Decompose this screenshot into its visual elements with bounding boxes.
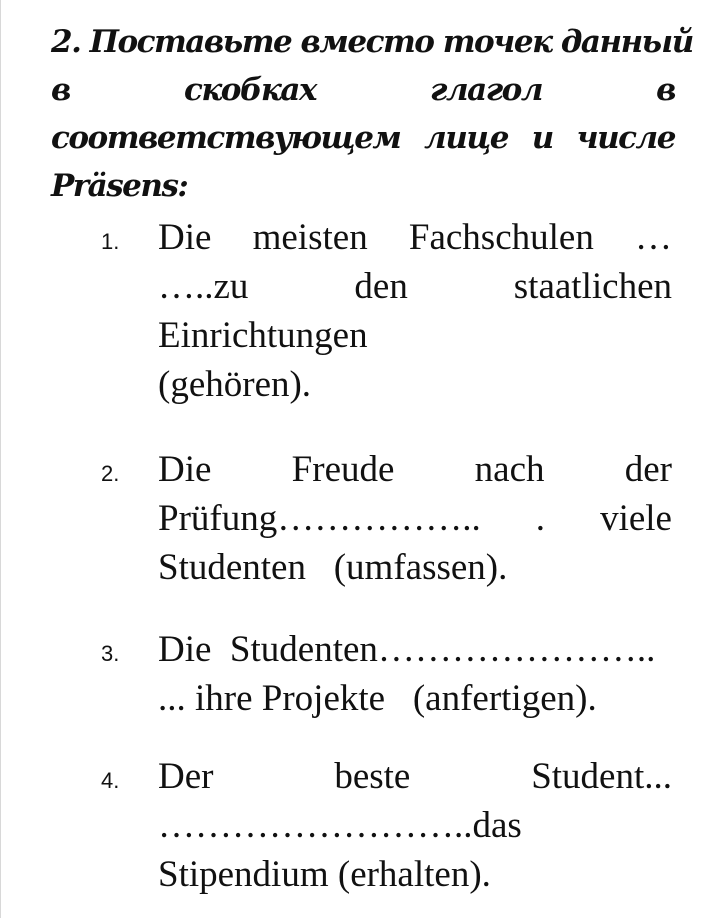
item-line: ……………………..das	[158, 805, 522, 846]
word: Student...	[531, 756, 672, 797]
item-line	[158, 494, 672, 543]
item-number: 2.	[101, 461, 120, 486]
word: Freude	[291, 449, 395, 490]
heading-word: числе	[576, 120, 675, 156]
word: .	[535, 498, 546, 539]
word: …	[635, 217, 672, 258]
item-number: 1.	[101, 229, 120, 254]
word: Der	[158, 756, 214, 797]
heading-line-2	[51, 66, 675, 114]
word: Fachschulen	[408, 217, 594, 258]
heading-line-1: 2. Поставьте вместо точек данный	[51, 24, 693, 60]
word: nach	[474, 449, 545, 490]
word: den	[354, 266, 408, 307]
word: beste	[334, 756, 411, 797]
heading-word: глагол	[430, 72, 543, 108]
exercise-heading	[51, 18, 693, 210]
item-line: Einrichtungen	[158, 315, 368, 356]
heading-word: скобках	[183, 72, 316, 108]
item-line: Studenten (umfassen).	[158, 547, 508, 588]
item-number: 4.	[101, 768, 120, 793]
item-line: ... ihre Projekte (anfertigen).	[158, 678, 597, 719]
heading-word: соответствующем	[51, 120, 401, 156]
heading-word: и	[531, 120, 553, 156]
heading-word: лице	[424, 120, 508, 156]
item-line: Stipendium (erhalten).	[158, 854, 491, 895]
item-line	[158, 752, 672, 801]
word: staatlichen	[513, 266, 672, 307]
word: viele	[600, 498, 672, 539]
item-line	[158, 213, 672, 262]
item-text	[158, 752, 672, 899]
word: Die	[158, 449, 212, 490]
item-number: 3.	[101, 641, 120, 666]
item-line	[158, 262, 672, 311]
item-line	[158, 445, 672, 494]
heading-line-3	[51, 114, 675, 162]
word: …..zu	[158, 266, 249, 307]
heading-word: в	[656, 72, 675, 108]
word: Prüfung……………..	[158, 498, 481, 539]
word: Die	[158, 217, 212, 258]
heading-line-4: Präsens:	[51, 168, 188, 204]
item-line: (gehören).	[158, 364, 312, 405]
item-text	[158, 625, 672, 723]
word: meisten	[252, 217, 368, 258]
word: der	[624, 449, 672, 490]
item-text	[158, 445, 672, 592]
item-text	[158, 213, 672, 409]
heading-word: в	[51, 72, 70, 108]
item-line: Die Studenten…………………..	[158, 629, 656, 670]
